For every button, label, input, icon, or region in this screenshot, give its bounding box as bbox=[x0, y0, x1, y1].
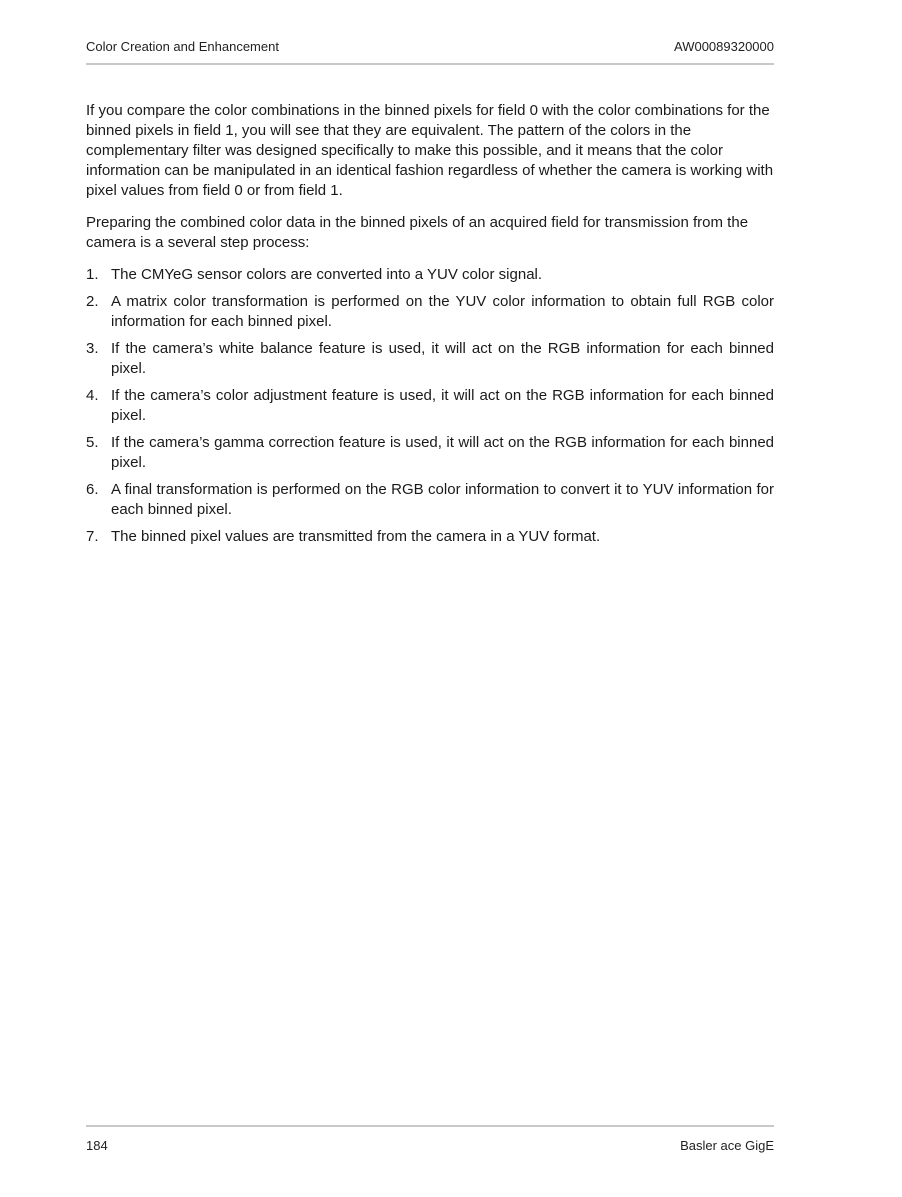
step-text: A matrix color transformation is performed on the YUV color information to obtain full RGB color information for each binned pixel. bbox=[111, 293, 774, 330]
step-text: If the camera’s color adjustment feature is used, it will act on the RGB information for each binned pixel. bbox=[111, 387, 774, 424]
main-content bbox=[86, 101, 774, 554]
step-number: 1. bbox=[86, 266, 99, 283]
step-text: If the camera’s gamma correction feature is used, it will act on the RGB information for each binned pixel. bbox=[111, 434, 774, 471]
page-header bbox=[86, 38, 774, 56]
list-item bbox=[86, 480, 774, 520]
step-number: 3. bbox=[86, 340, 99, 357]
step-number: 6. bbox=[86, 481, 99, 498]
step-number: 5. bbox=[86, 434, 99, 451]
process-steps-list bbox=[86, 265, 774, 547]
footer-product-name: Basler ace GigE bbox=[680, 1138, 774, 1153]
list-item bbox=[86, 433, 774, 473]
footer-divider bbox=[86, 1125, 774, 1127]
page-footer bbox=[86, 1137, 774, 1155]
step-text: The CMYeG sensor colors are converted into a YUV color signal. bbox=[111, 266, 543, 283]
page-number: 184 bbox=[86, 1138, 108, 1153]
step-number: 2. bbox=[86, 293, 99, 310]
step-text: If the camera’s white balance feature is used, it will act on the RGB information for each binned pixel. bbox=[111, 340, 774, 377]
step-number: 7. bbox=[86, 528, 99, 545]
list-item bbox=[86, 292, 774, 332]
list-item bbox=[86, 339, 774, 379]
header-section-title: Color Creation and Enhancement bbox=[86, 39, 279, 54]
header-doc-number: AW00089320000 bbox=[674, 39, 774, 54]
paragraph-field-comparison: If you compare the color combinations in the binned pixels for field 0 with the color combinations for the binned pixels in field 1, you will see that they are equivalent. The pattern of the colors in the complementary filter was designed specifically to make this possible, and it means that the color information can be manipulated in an identical fashion regardless of whether the camera is working with pixel values from field 0 or from field 1. bbox=[86, 102, 774, 199]
step-text: The binned pixel values are transmitted from the camera in a YUV format. bbox=[111, 528, 601, 545]
list-item bbox=[86, 527, 774, 547]
step-text: A final transformation is performed on the RGB color information to convert it to YUV information for each binned pixel. bbox=[111, 481, 774, 518]
list-item bbox=[86, 265, 774, 285]
header-divider bbox=[86, 63, 774, 65]
step-number: 4. bbox=[86, 387, 99, 404]
list-item bbox=[86, 386, 774, 426]
paragraph-process-intro: Preparing the combined color data in the binned pixels of an acquired field for transmission from the camera is a several step process: bbox=[86, 214, 749, 251]
